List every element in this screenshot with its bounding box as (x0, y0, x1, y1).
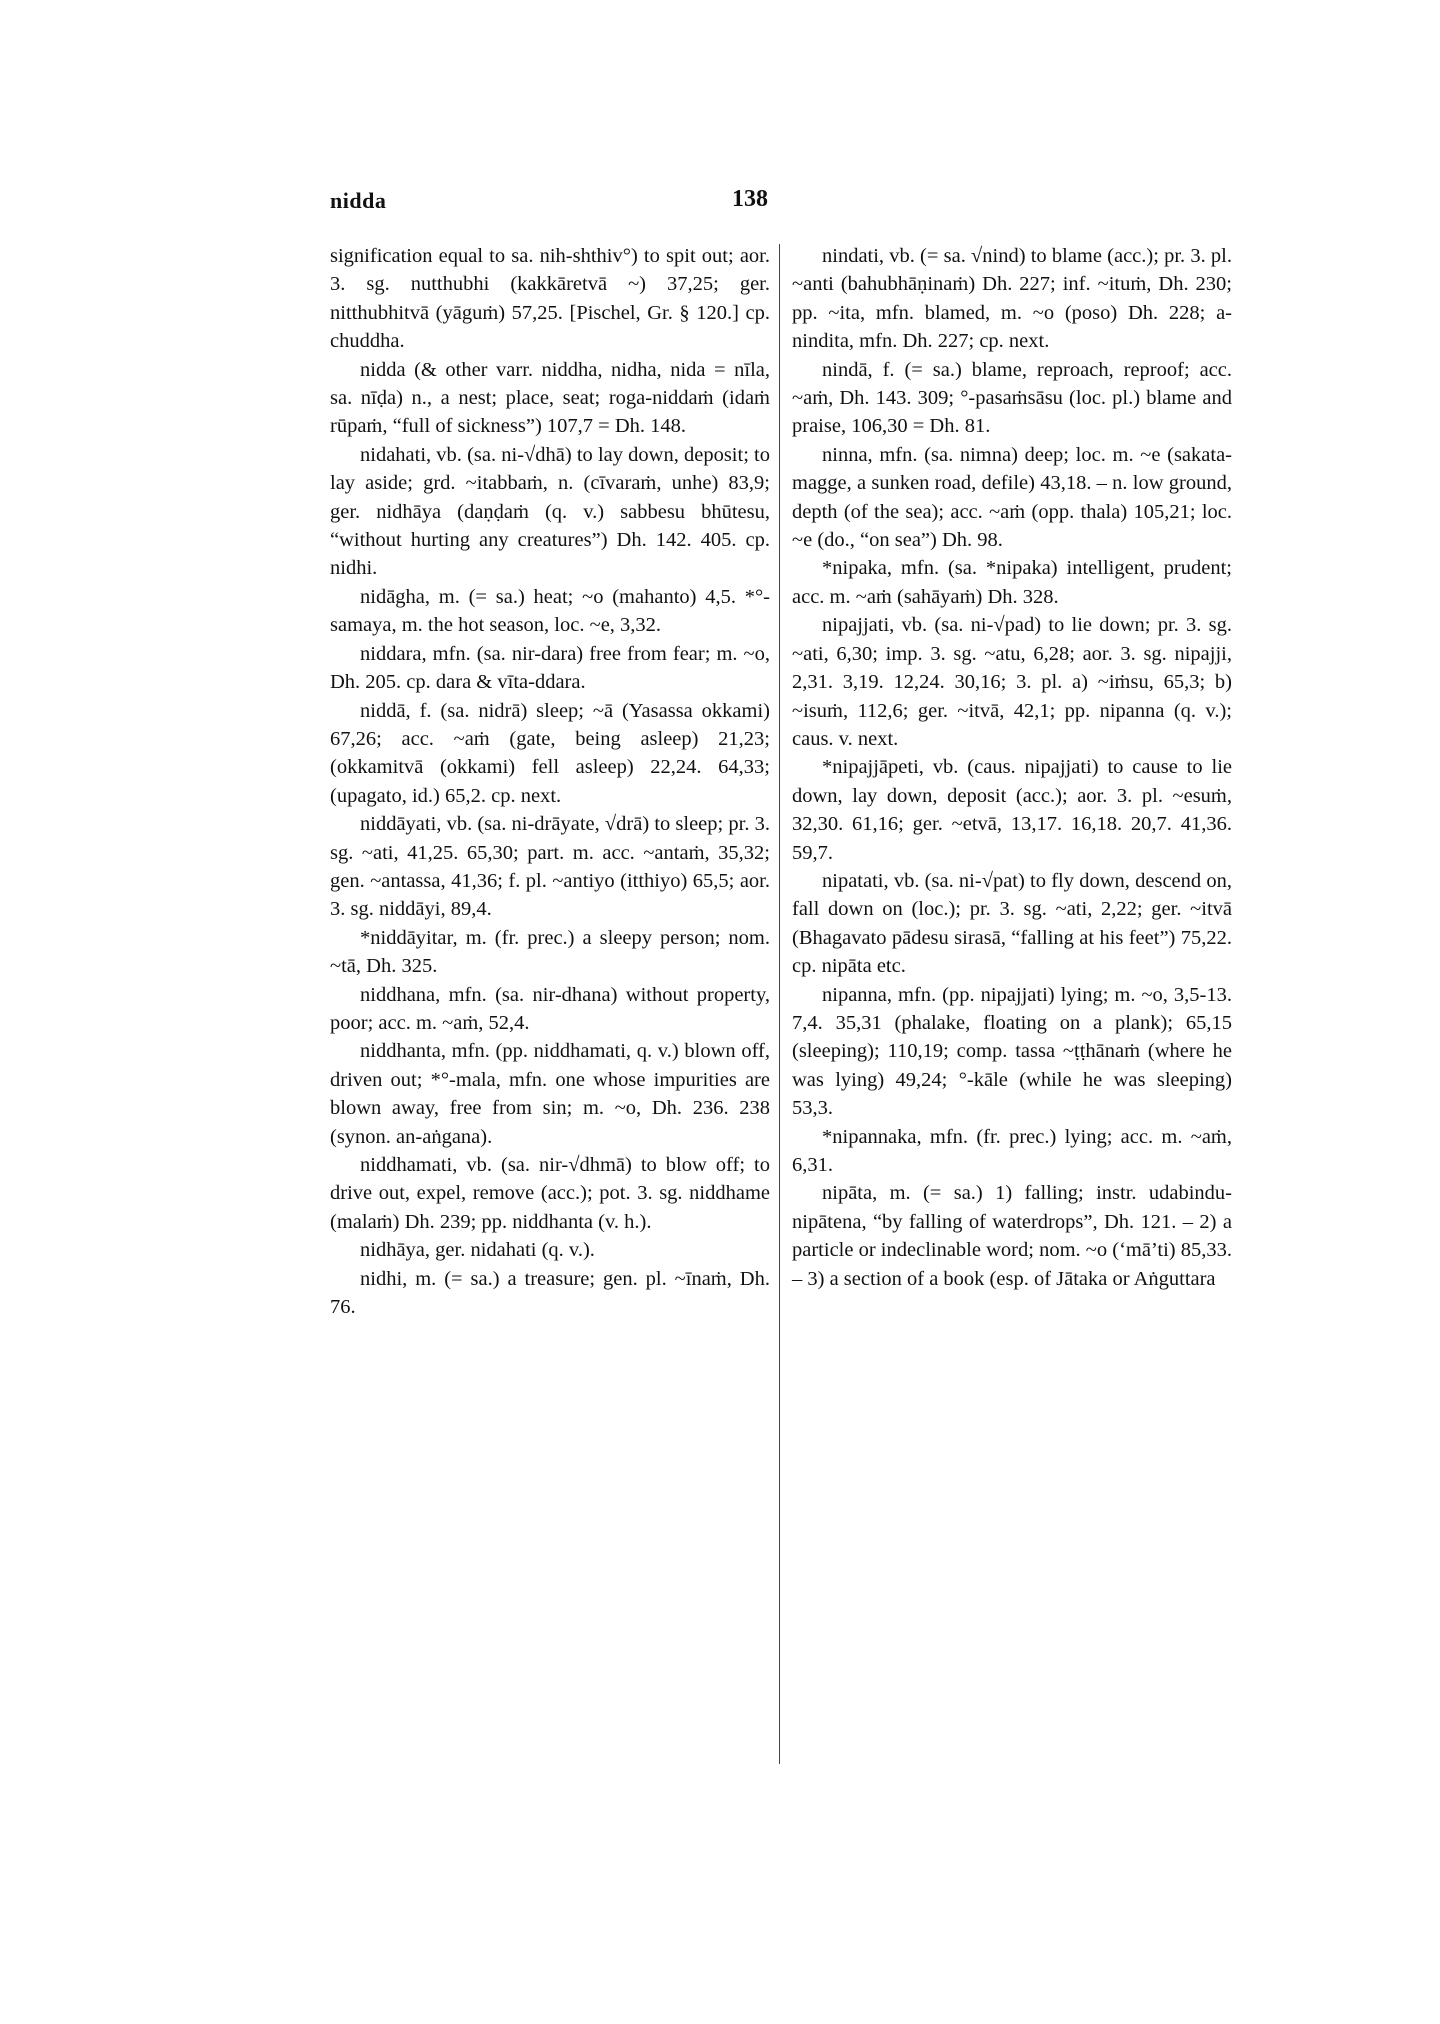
dictionary-entry: ninna, mfn. (sa. nimna) deep; loc. m. ~e (sakata-magge, a sunken road, defile) 43,18. – n. low ground, depth (of the sea); acc. ~aṁ (opp. thala) 105,21; loc. ~e (do., “on sea”) Dh. 98. (792, 443, 1232, 552)
dictionary-entry: signification equal to sa. nih-shthiv°) to spit out; aor. 3. sg. nutthubhi (kakkāretvā ~) 37,25; ger. nitthubhitvā (yāguṁ) 57,25. [Pischel, Gr. § 120.] cp. chuddha. (330, 245, 770, 353)
dictionary-entry: niddhanta, mfn. (pp. niddhamati, q. v.) blown off, driven out; *°-mala, mfn. one whose impurities are blown away, free from sin; m. ~o, Dh. 236. 238 (synon. an-aṅgana). (330, 1040, 770, 1148)
dictionary-entry: nipatati, vb. (sa. ni-√pat) to fly down, descend on, fall down on (loc.); pr. 3. sg. ~ati, 2,22; ger. ~itvā (Bhagavato pādesu sirasā, “falling at his feet”) 75,22. cp. nipāta etc. (792, 869, 1232, 978)
dictionary-entry: *nipannaka, mfn. (fr. prec.) lying; acc. m. ~aṁ, 6,31. (792, 1125, 1232, 1176)
right-column (792, 242, 1232, 1293)
dictionary-entry: niddāyati, vb. (sa. ni-drāyate, √drā) to sleep; pr. 3. sg. ~ati, 41,25. 65,30; part. m. acc. ~antaṁ, 35,32; gen. ~antassa, 41,36; f. pl. ~antiyo (itthiyo) 65,5; aor. 3. sg. niddāyi, 89,4. (330, 813, 770, 921)
dictionary-entry: niddā, f. (sa. nidrā) sleep; ~ā (Yasassa okkami) 67,26; acc. ~aṁ (gate, being asleep) 21,23; (okkamitvā (okkami) fell asleep) 22,24. 64,33; (upagato, id.) 65,2. cp. next. (330, 699, 770, 807)
dictionary-entry: nidhāya, ger. nidahati (q. v.). (360, 1239, 595, 1262)
dictionary-entry: nipanna, mfn. (pp. nipajjati) lying; m. ~o, 3,5-13. 7,4. 35,31 (phalake, floating on a plank); 65,15 (sleeping); 110,19; comp. tassa ~ṭṭhānaṁ (where he was lying) 49,24; °-kāle (while he was sleeping) 53,3. (792, 983, 1232, 1120)
dictionary-entry: nidahati, vb. (sa. ni-√dhā) to lay down, deposit; to lay aside; grd. ~itabbaṁ, n. (cīvaraṁ, unhe) 83,9; ger. nidhāya (daṇḍaṁ (q. v.) sabbesu bhūtesu, “without hurting any creatures”) Dh. 142. 405. cp. nidhi. (330, 443, 770, 580)
dictionary-entry: nipajjati, vb. (sa. ni-√pad) to lie down; pr. 3. sg. ~ati, 6,30; imp. 3. sg. ~atu, 6,28; aor. 3. sg. nipajji, 2,31. 3,19. 12,24. 30,16; 3. pl. a) ~iṁsu, 65,3; b) ~isuṁ, 112,6; ger. ~itvā, 42,1; pp. nipanna (q. v.); caus. v. next. (792, 614, 1232, 750)
dictionary-entry: nindati, vb. (= sa. √nind) to blame (acc.); pr. 3. pl. ~anti (bahubhāṇinaṁ) Dh. 227; inf. ~ituṁ, Dh. 230; pp. ~ita, mfn. blamed, m. ~o (poso) Dh. 228; a-nindita, mfn. Dh. 227; cp. next. (792, 245, 1232, 353)
dictionary-entry: niddhamati, vb. (sa. nir-√dhmā) to blow off; to drive out, expel, remove (acc.); pot. 3. sg. niddhame (malaṁ) Dh. 239; pp. niddhanta (v. h.). (330, 1154, 770, 1233)
dictionary-entry: *nipaka, mfn. (sa. *nipaka) intelligent, prudent; acc. m. ~aṁ (sahāyaṁ) Dh. 328. (792, 557, 1232, 608)
dictionary-entry: niddhana, mfn. (sa. nir-dhana) without property, poor; acc. m. ~aṁ, 52,4. (330, 983, 770, 1034)
running-head: nidda (330, 188, 387, 213)
left-column (330, 242, 770, 1321)
dictionary-entry: *niddāyitar, m. (fr. prec.) a sleepy person; nom. ~tā, Dh. 325. (330, 926, 770, 978)
dictionary-entry: nidda (& other varr. niddha, nidha, nida = nīla, sa. nīḍa) n., a nest; place, seat; roga-niddaṁ (idaṁ rūpaṁ, “full of sickness”) 107,7 = Dh. 148. (330, 358, 770, 438)
dictionary-entry: nidāgha, m. (= sa.) heat; ~o (mahanto) 4,5. *°-samaya, m. the hot season, loc. ~e, 3,32. (330, 585, 770, 637)
dictionary-entry: nipāta, m. (= sa.) 1) falling; instr. udabindu-nipātena, “by falling of waterdrops”, Dh. 121. – 2) a particle or indeclinable word; nom. ~o (‘mā’ti) 85,33. – 3) a section of a book (esp. of Jātaka or Aṅguttara (792, 1182, 1232, 1290)
dictionary-entry: *nipajjāpeti, vb. (caus. nipajjati) to cause to lie down, lay down, deposit (acc.); aor. 3. pl. ~esuṁ, 32,30. 61,16; ger. ~etvā, 13,17. 16,18. 20,7. 41,36. 59,7. (792, 756, 1232, 864)
dictionary-entry: niddara, mfn. (sa. nir-dara) free from fear; m. ~o, Dh. 205. cp. dara & vīta-ddara. (330, 642, 770, 694)
column-divider (779, 244, 780, 1764)
dictionary-entry: nidhi, m. (= sa.) a treasure; gen. pl. ~īnaṁ, Dh. 76. (330, 1267, 770, 1319)
page-number: 138 (732, 186, 768, 212)
dictionary-entry: nindā, f. (= sa.) blame, reproach, reproof; acc. ~aṁ, Dh. 143. 309; °-pasaṁsāsu (loc. pl.) blame and praise, 106,30 = Dh. 81. (792, 358, 1232, 438)
